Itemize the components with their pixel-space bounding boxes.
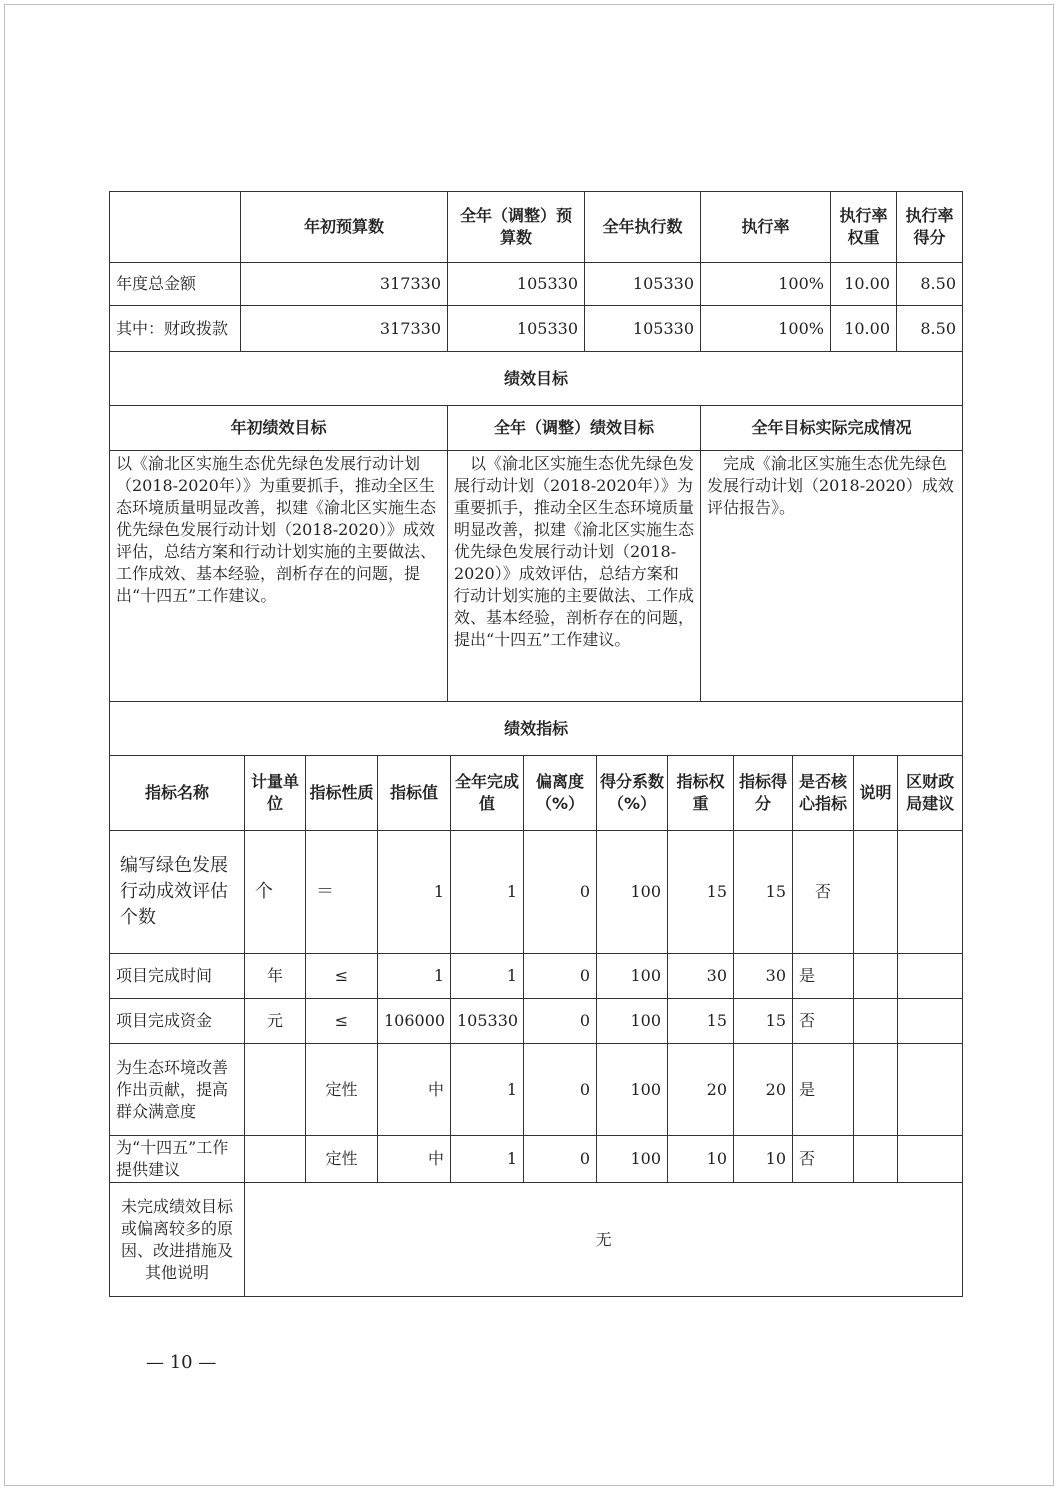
indicator-nature: ≤	[306, 954, 378, 999]
indicators-header-core: 是否核心指标	[793, 756, 854, 831]
indicators-header-completed: 全年完成值	[451, 756, 524, 831]
indicator-coef: 100	[597, 831, 668, 954]
budget-row-fiscal	[110, 306, 963, 352]
indicator-advice	[898, 1136, 963, 1183]
indicator-nature: ＝	[306, 831, 378, 954]
indicator-deviation: 0	[524, 831, 597, 954]
budget-header-initial: 年初预算数	[241, 192, 448, 263]
indicator-coef: 100	[597, 1136, 668, 1183]
indicator-weight: 30	[668, 954, 734, 999]
goals-header-row	[110, 406, 963, 451]
budget-header-score: 执行率得分	[897, 192, 963, 263]
budget-row-label: 其中：财政拨款	[110, 306, 241, 352]
indicator-name: 为“十四五”工作提供建议	[110, 1136, 245, 1183]
indicator-deviation: 0	[524, 1044, 597, 1136]
goals-section-title: 绩效目标	[110, 352, 963, 406]
indicator-value: 中	[378, 1044, 451, 1136]
goals-header-actual: 全年目标实际完成情况	[701, 406, 963, 451]
page-number: — 10 —	[146, 1352, 217, 1373]
indicator-score: 10	[734, 1136, 793, 1183]
indicator-unit	[245, 1044, 306, 1136]
indicator-nature: 定性	[306, 1136, 378, 1183]
indicator-coef: 100	[597, 999, 668, 1044]
indicators-header-advice: 区财政局建议	[898, 756, 963, 831]
budget-header-rate: 执行率	[701, 192, 831, 263]
indicator-advice	[898, 831, 963, 954]
indicator-note	[854, 831, 898, 954]
indicator-unit	[245, 1136, 306, 1183]
indicator-advice	[898, 1044, 963, 1136]
budget-cell-weight: 10.00	[831, 263, 897, 306]
budget-header-executed: 全年执行数	[585, 192, 701, 263]
indicator-weight: 10	[668, 1136, 734, 1183]
budget-cell-score: 8.50	[897, 263, 963, 306]
indicator-advice	[898, 954, 963, 999]
budget-row-label: 年度总金额	[110, 263, 241, 306]
indicator-coef: 100	[597, 954, 668, 999]
indicators-header-unit: 计量单位	[245, 756, 306, 831]
indicator-value: 中	[378, 1136, 451, 1183]
goals-header-adjusted: 全年（调整）绩效目标	[448, 406, 701, 451]
indicator-deviation: 0	[524, 999, 597, 1044]
indicator-core: 是	[793, 1044, 854, 1136]
remark-label: 未完成绩效目标或偏离较多的原因、改进措施及其他说明	[110, 1183, 245, 1297]
indicator-nature: 定性	[306, 1044, 378, 1136]
indicator-unit: 元	[245, 999, 306, 1044]
indicator-completed: 1	[451, 954, 524, 999]
indicators-section-row	[110, 702, 963, 756]
indicator-note	[854, 1044, 898, 1136]
goals-content-row	[110, 451, 963, 702]
indicators-header-note: 说明	[854, 756, 898, 831]
indicator-deviation: 0	[524, 954, 597, 999]
indicator-name: 为生态环境改善作出贡献，提高群众满意度	[110, 1044, 245, 1136]
indicators-table	[109, 701, 963, 1297]
indicator-completed: 1	[451, 831, 524, 954]
table-row	[110, 1044, 963, 1136]
budget-header-weight: 执行率权重	[831, 192, 897, 263]
table-row	[110, 831, 963, 954]
indicator-value: 1	[378, 831, 451, 954]
table-row	[110, 1136, 963, 1183]
budget-cell-executed: 105330	[585, 306, 701, 352]
indicator-value: 106000	[378, 999, 451, 1044]
budget-cell-adjusted: 105330	[448, 306, 585, 352]
indicators-section-title: 绩效指标	[110, 702, 963, 756]
remark-value: 无	[245, 1183, 963, 1297]
goals-table	[109, 351, 963, 702]
indicator-advice	[898, 999, 963, 1044]
indicator-core: 是	[793, 954, 854, 999]
budget-cell-rate: 100%	[701, 306, 831, 352]
indicator-core: 否	[793, 831, 854, 954]
goals-initial-text: 以《渝北区实施生态优先绿色发展行动计划（2018-2020年）》为重要抓手，推动全区生态环境质量明显改善，拟建《渝北区实施生态优先绿色发展行动计划（2018-2020）》成效评估，总结方案和行动计划实施的主要做法、工作成效、基本经验，剖析存在的问题，提出“十四五”工作建议。	[110, 451, 448, 702]
budget-row-total	[110, 263, 963, 306]
budget-cell-executed: 105330	[585, 263, 701, 306]
indicator-completed: 1	[451, 1044, 524, 1136]
indicator-completed: 105330	[451, 999, 524, 1044]
table-row	[110, 954, 963, 999]
indicators-header-nature: 指标性质	[306, 756, 378, 831]
budget-cell-weight: 10.00	[831, 306, 897, 352]
indicators-header-row	[110, 756, 963, 831]
budget-header-blank	[110, 192, 241, 263]
indicator-name: 项目完成时间	[110, 954, 245, 999]
budget-cell-initial: 317330	[241, 306, 448, 352]
indicator-unit: 年	[245, 954, 306, 999]
indicator-coef: 100	[597, 1044, 668, 1136]
indicators-header-name: 指标名称	[110, 756, 245, 831]
indicator-score: 15	[734, 831, 793, 954]
indicator-unit: 个	[245, 831, 306, 954]
budget-table	[109, 191, 963, 352]
goals-section-row	[110, 352, 963, 406]
table-row	[110, 999, 963, 1044]
indicators-header-value: 指标值	[378, 756, 451, 831]
goals-adjusted-text: 以《渝北区实施生态优先绿色发展行动计划（2018-2020年）》为重要抓手，推动全区生态环境质量明显改善，拟建《渝北区实施生态优先绿色发展行动计划（2018-2020）》成效评估，总结方案和行动计划实施的主要做法、工作成效、基本经验，剖析存在的问题，提出“十四五”工作建议。	[448, 451, 701, 702]
indicators-header-deviation: 偏离度（%）	[524, 756, 597, 831]
goals-actual-text: 完成《渝北区实施生态优先绿色发展行动计划（2018-2020）成效评估报告》。	[701, 451, 963, 702]
indicator-note	[854, 954, 898, 999]
budget-header-row	[110, 192, 963, 263]
remark-row	[110, 1183, 963, 1297]
indicators-header-coef: 得分系数（%）	[597, 756, 668, 831]
budget-cell-rate: 100%	[701, 263, 831, 306]
indicator-completed: 1	[451, 1136, 524, 1183]
indicator-value: 1	[378, 954, 451, 999]
budget-header-adjusted: 全年（调整）预算数	[448, 192, 585, 263]
indicator-core: 否	[793, 1136, 854, 1183]
budget-cell-score: 8.50	[897, 306, 963, 352]
indicator-nature: ≤	[306, 999, 378, 1044]
indicator-score: 15	[734, 999, 793, 1044]
budget-cell-initial: 317330	[241, 263, 448, 306]
indicator-weight: 20	[668, 1044, 734, 1136]
indicator-note	[854, 999, 898, 1044]
indicator-deviation: 0	[524, 1136, 597, 1183]
indicator-name: 项目完成资金	[110, 999, 245, 1044]
indicator-weight: 15	[668, 999, 734, 1044]
indicator-score: 20	[734, 1044, 793, 1136]
indicator-note	[854, 1136, 898, 1183]
indicator-weight: 15	[668, 831, 734, 954]
indicator-name: 编写绿色发展行动成效评估个数	[110, 831, 245, 954]
budget-cell-adjusted: 105330	[448, 263, 585, 306]
indicators-header-weight: 指标权重	[668, 756, 734, 831]
goals-header-initial: 年初绩效目标	[110, 406, 448, 451]
indicator-score: 30	[734, 954, 793, 999]
indicator-core: 否	[793, 999, 854, 1044]
indicators-header-score: 指标得分	[734, 756, 793, 831]
